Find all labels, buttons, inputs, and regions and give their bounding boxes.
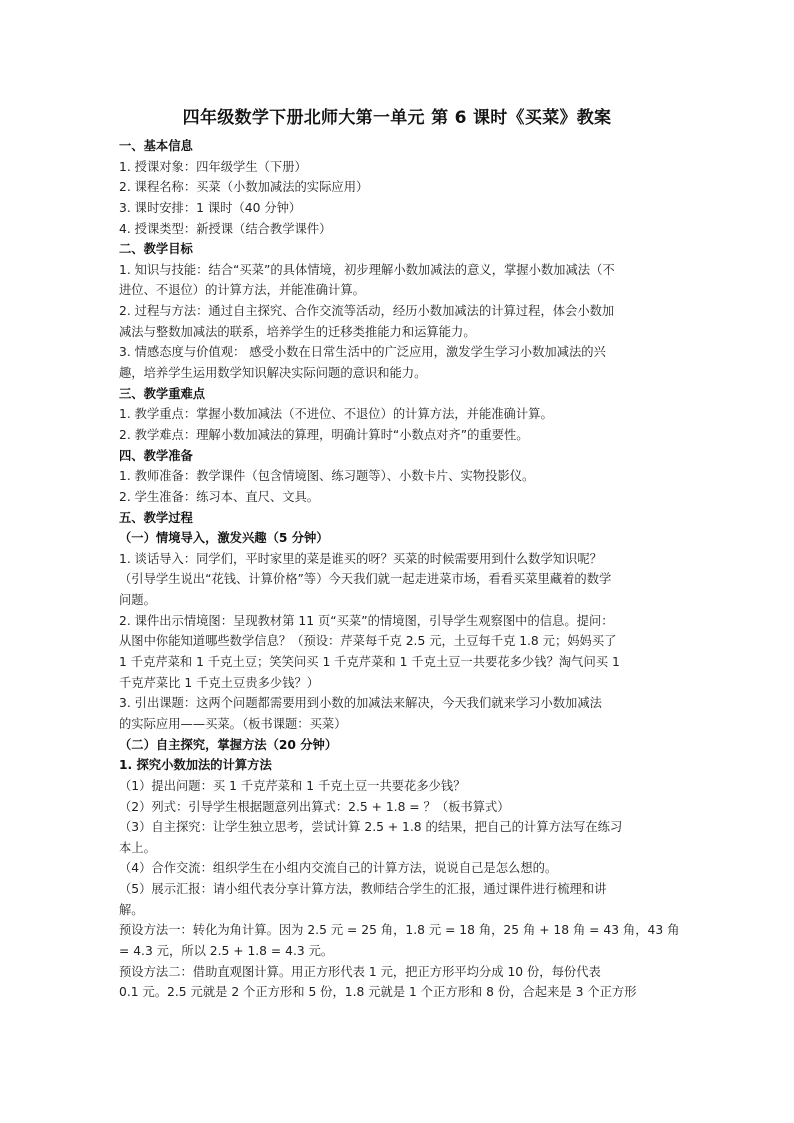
section-heading: 三、教学重难点 (119, 386, 206, 401)
paragraph-line: 1 千克芹菜和 1 千克土豆；笑笑问买 1 千克芹菜和 1 千克土豆一共要花多少钱？淘气问买 1 (119, 655, 620, 670)
paragraph-line: 2. 教学难点：理解小数加减法的算理，明确计算时“小数点对齐”的重要性。 (119, 427, 529, 442)
paragraph-line: （3）自主探究：让学生独立思考，尝试计算 2.5 + 1.8 的结果，把自己的计算方法写在练习 (119, 820, 623, 835)
paragraph-line: 4. 授课类型：新授课（结合教学课件） (119, 221, 332, 236)
paragraph-line: （引导学生说出“花钱、计算价格”等）今天我们就一起走进菜市场，看看买菜里藏着的数学 (119, 572, 612, 587)
paragraph-line: 3. 引出课题：这两个问题都需要用到小数的加减法来解决，今天我们就来学习小数加减法 (119, 696, 602, 711)
paragraph-line: 减法与整数加减法的联系，培养学生的迁移类推能力和运算能力。 (119, 324, 476, 339)
document-title: 四年级数学下册北师大第一单元 第 6 课时《买菜》教案 (182, 108, 612, 128)
paragraph-line: 千克芹菜比 1 千克土豆贵多少钱？） (119, 675, 320, 690)
paragraph-line: 预设方法二：借助直观图计算。用正方形代表 1 元，把正方形平均分成 10 份，每份代表 (119, 964, 601, 979)
paragraph-line: 趣，培养学生运用数学知识解决实际问题的意识和能力。 (119, 366, 427, 381)
paragraph-line: 1. 教师准备：教学课件（包含情境图、练习题等）、小数卡片、实物投影仪。 (119, 469, 535, 484)
paragraph-line: 1. 知识与技能：结合“买菜”的具体情境，初步理解小数加减法的意义，掌握小数加减法（不 (119, 262, 615, 277)
paragraph-line: 从图中你能知道哪些数学信息？（预设：芹菜每千克 2.5 元，土豆每千克 1.8 元；妈妈买了 (119, 634, 617, 649)
section-heading: 五、教学过程 (119, 510, 193, 525)
subsection-heading: （一）情境导入，激发兴趣（5 分钟） (119, 531, 329, 546)
sub-subsection-heading: 1. 探究小数加法的计算方法 (119, 758, 272, 773)
paragraph-line: 3. 情感态度与价值观： 感受小数在日常生活中的广泛应用，激发学生学习小数加减法的兴 (119, 345, 606, 360)
paragraph-line: 3. 课时安排：1 课时（40 分钟） (119, 200, 302, 215)
subsection-heading: （二）自主探究，掌握方法（20 分钟） (119, 737, 338, 752)
paragraph-line: 1. 教学重点：掌握小数加减法（不进位、不退位）的计算方法，并能准确计算。 (119, 407, 553, 422)
paragraph-line: 2. 学生准备：练习本、直尺、文具。 (119, 489, 320, 504)
paragraph-line: 1. 授课对象：四年级学生（下册） (119, 159, 307, 174)
paragraph-line: = 4.3 元，所以 2.5 + 1.8 = 4.3 元。 (119, 943, 334, 958)
section-heading: 一、基本信息 (119, 139, 193, 153)
paragraph-line: 1. 谈话导入：同学们，平时家里的菜是谁买的呀？买菜的时候需要用到什么数学知识呢？ (119, 551, 602, 566)
paragraph-line: 问题。 (119, 593, 156, 608)
paragraph-line: 解。 (119, 902, 144, 917)
paragraph-line: 本上。 (119, 840, 156, 855)
paragraph-line: 的实际应用——买菜。（板书课题：买菜） (119, 716, 347, 731)
section-heading: 二、教学目标 (119, 242, 193, 257)
paragraph-line: （5）展示汇报：请小组代表分享计算方法，教师结合学生的汇报，通过课件进行梳理和讲 (119, 882, 607, 897)
paragraph-line: 预设方法一：转化为角计算。因为 2.5 元 = 25 角，1.8 元 = 18 角，25 角 + 18 角 = 43 角，43 角 (119, 923, 680, 938)
section-heading: 四、教学准备 (119, 448, 193, 463)
paragraph-line: （1）提出问题：买 1 千克芹菜和 1 千克土豆一共要花多少钱？ (119, 778, 466, 793)
paragraph-line: 2. 课件出示情境图：呈现教材第 11 页“买菜”的情境图，引导学生观察图中的信息。提问： (119, 613, 614, 628)
paragraph-line: 2. 过程与方法：通过自主探究、合作交流等活动，经历小数加减法的计算过程，体会小数加 (119, 304, 615, 319)
document-body (119, 136, 725, 1003)
paragraph-line: 进位、不退位）的计算方法，并能准确计算。 (119, 283, 365, 298)
paragraph-line: （2）列式：引导学生根据题意列出算式：2.5 + 1.8 = ？（板书算式） (119, 799, 510, 814)
paragraph-line: 2. 课程名称：买菜（小数加减法的实际应用） (119, 180, 369, 195)
paragraph-line: 0.1 元。2.5 元就是 2 个正方形和 5 份，1.8 元就是 1 个正方形和 8 份，合起来是 3 个正方形 (119, 985, 637, 1000)
paragraph-line: （4）合作交流：组织学生在小组内交流自己的计算方法，说说自己是怎么想的。 (119, 861, 558, 876)
